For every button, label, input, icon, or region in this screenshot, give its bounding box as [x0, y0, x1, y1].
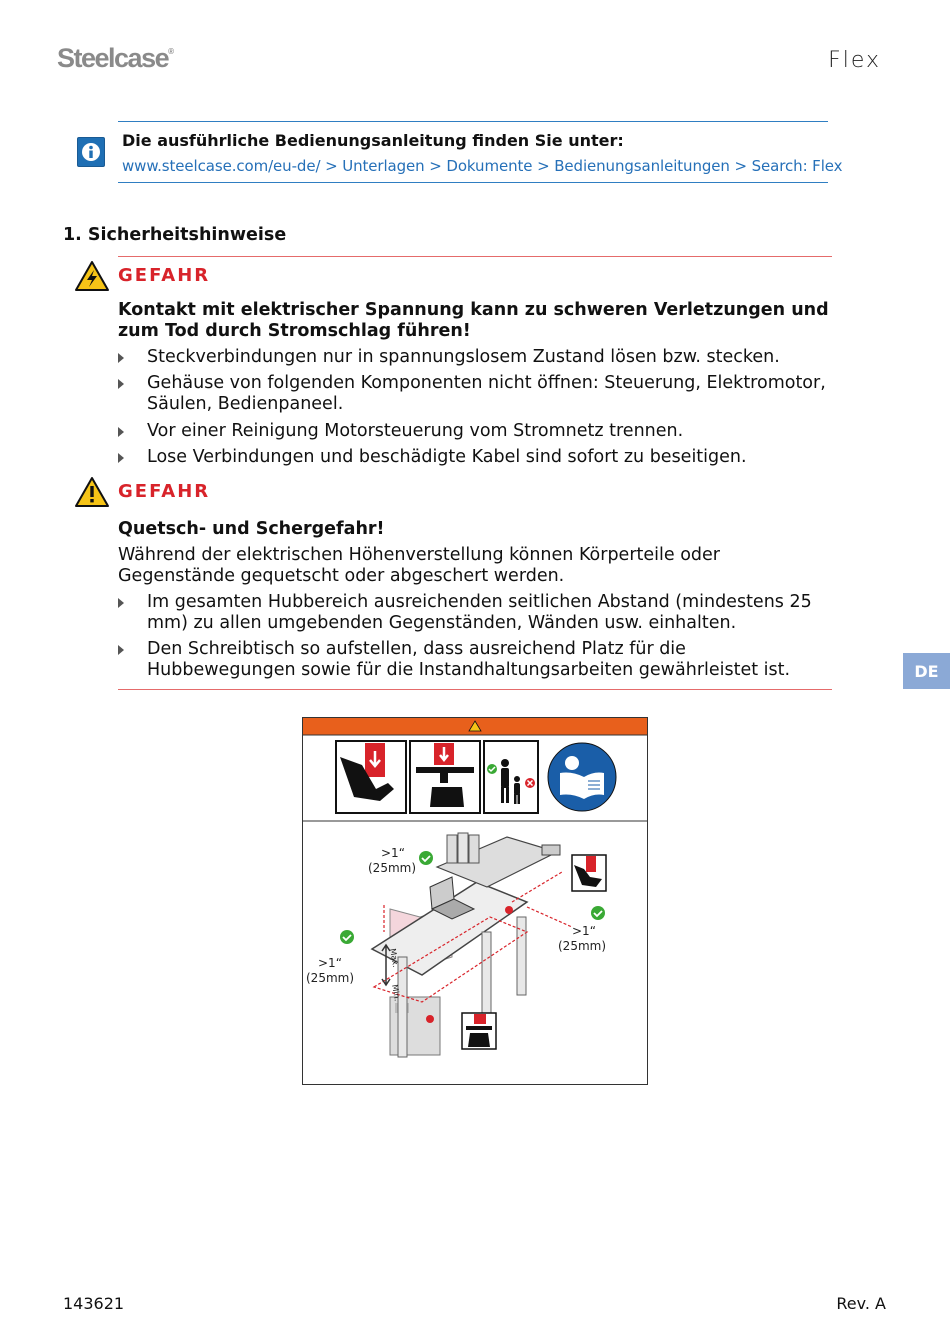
bullet-arrow-icon [118, 379, 124, 389]
clearance-left-label: >1“ [318, 956, 342, 970]
bullet-arrow-icon [118, 353, 124, 363]
list-item: Steckverbindungen nur in spannungslosem Zustand lösen bzw. stecken. [118, 347, 838, 368]
read-manual-pictogram [548, 743, 616, 811]
section-title: 1. Sicherheitshinweise [63, 225, 287, 245]
info-bottom-rule [118, 182, 828, 183]
list-item: Vor einer Reinigung Motorsteuerung vom Stromnetz trennen. [118, 421, 838, 442]
bullet-arrow-icon [118, 645, 124, 655]
list-item: Lose Verbindungen und beschädigte Kabel sind sofort zu beseitigen. [118, 447, 838, 468]
clearance-left-mm: (25mm) [306, 971, 355, 985]
danger-label: GEFAHR [118, 481, 211, 502]
bullet-arrow-icon [118, 453, 124, 463]
revision-label: Rev. A [836, 1294, 886, 1313]
manual-link-path[interactable]: www.steelcase.com/eu-de/ > Unterlagen > Dokumente > Bedienungsanleitungen > Search: Flex [122, 157, 843, 175]
clearance-right-mm: (25mm) [558, 939, 607, 953]
danger-label: GEFAHR [118, 265, 211, 286]
general-warning-icon [74, 476, 110, 508]
electric-hazard-icon [74, 260, 110, 292]
list-item: Im gesamten Hubbereich ausreichenden seitlichen Abstand (mindestens 25 mm) zu allen umgebenden Gegenständen, Wänden usw. einhalten. [118, 592, 838, 634]
max-label: Max. [388, 947, 401, 969]
children-warning-pictogram [484, 741, 538, 813]
hand-crush-pictogram [336, 741, 406, 813]
safety-illustration [302, 717, 648, 1085]
clearance-right-label: >1“ [572, 924, 596, 938]
warning-intro: Während der elektrischen Höhenverstellung können Körperteile oder Gegenstände gequetscht oder abgeschert werden. [118, 545, 720, 586]
info-icon [77, 137, 105, 167]
product-name: Flex [828, 48, 881, 73]
section-rule [118, 256, 832, 257]
min-label: Min. [390, 983, 402, 1002]
list-item: Gehäuse von folgenden Komponenten nicht öffnen: Steuerung, Elektromotor, Säulen, Bedienpaneel. [118, 373, 838, 415]
bullet-arrow-icon [118, 427, 124, 437]
warning-headline: Kontakt mit elektrischer Spannung kann zu schweren Verletzungen und zum Tod durch Stromschlag führen! [118, 300, 829, 341]
steelcase-logo: Steelcase® [57, 43, 175, 73]
language-tab[interactable]: DE [903, 653, 950, 689]
info-title: Die ausführliche Bedienungsanleitung finden Sie unter: [122, 131, 624, 150]
clearance-top-mm: (25mm) [368, 861, 417, 875]
clearance-top-label: >1“ [381, 846, 405, 860]
document-number: 143621 [63, 1294, 125, 1313]
list-item: Den Schreibtisch so aufstellen, dass ausreichend Platz für die Hubbewegungen sowie für die Instandhaltungsarbeiten gewährleistet ist. [118, 639, 838, 681]
warning-end-rule [118, 689, 832, 690]
pinch-hazard-pictogram [410, 741, 480, 813]
info-top-rule [118, 121, 828, 122]
warning-headline: Quetsch- und Schergefahr! [118, 519, 385, 539]
bullet-arrow-icon [118, 598, 124, 608]
